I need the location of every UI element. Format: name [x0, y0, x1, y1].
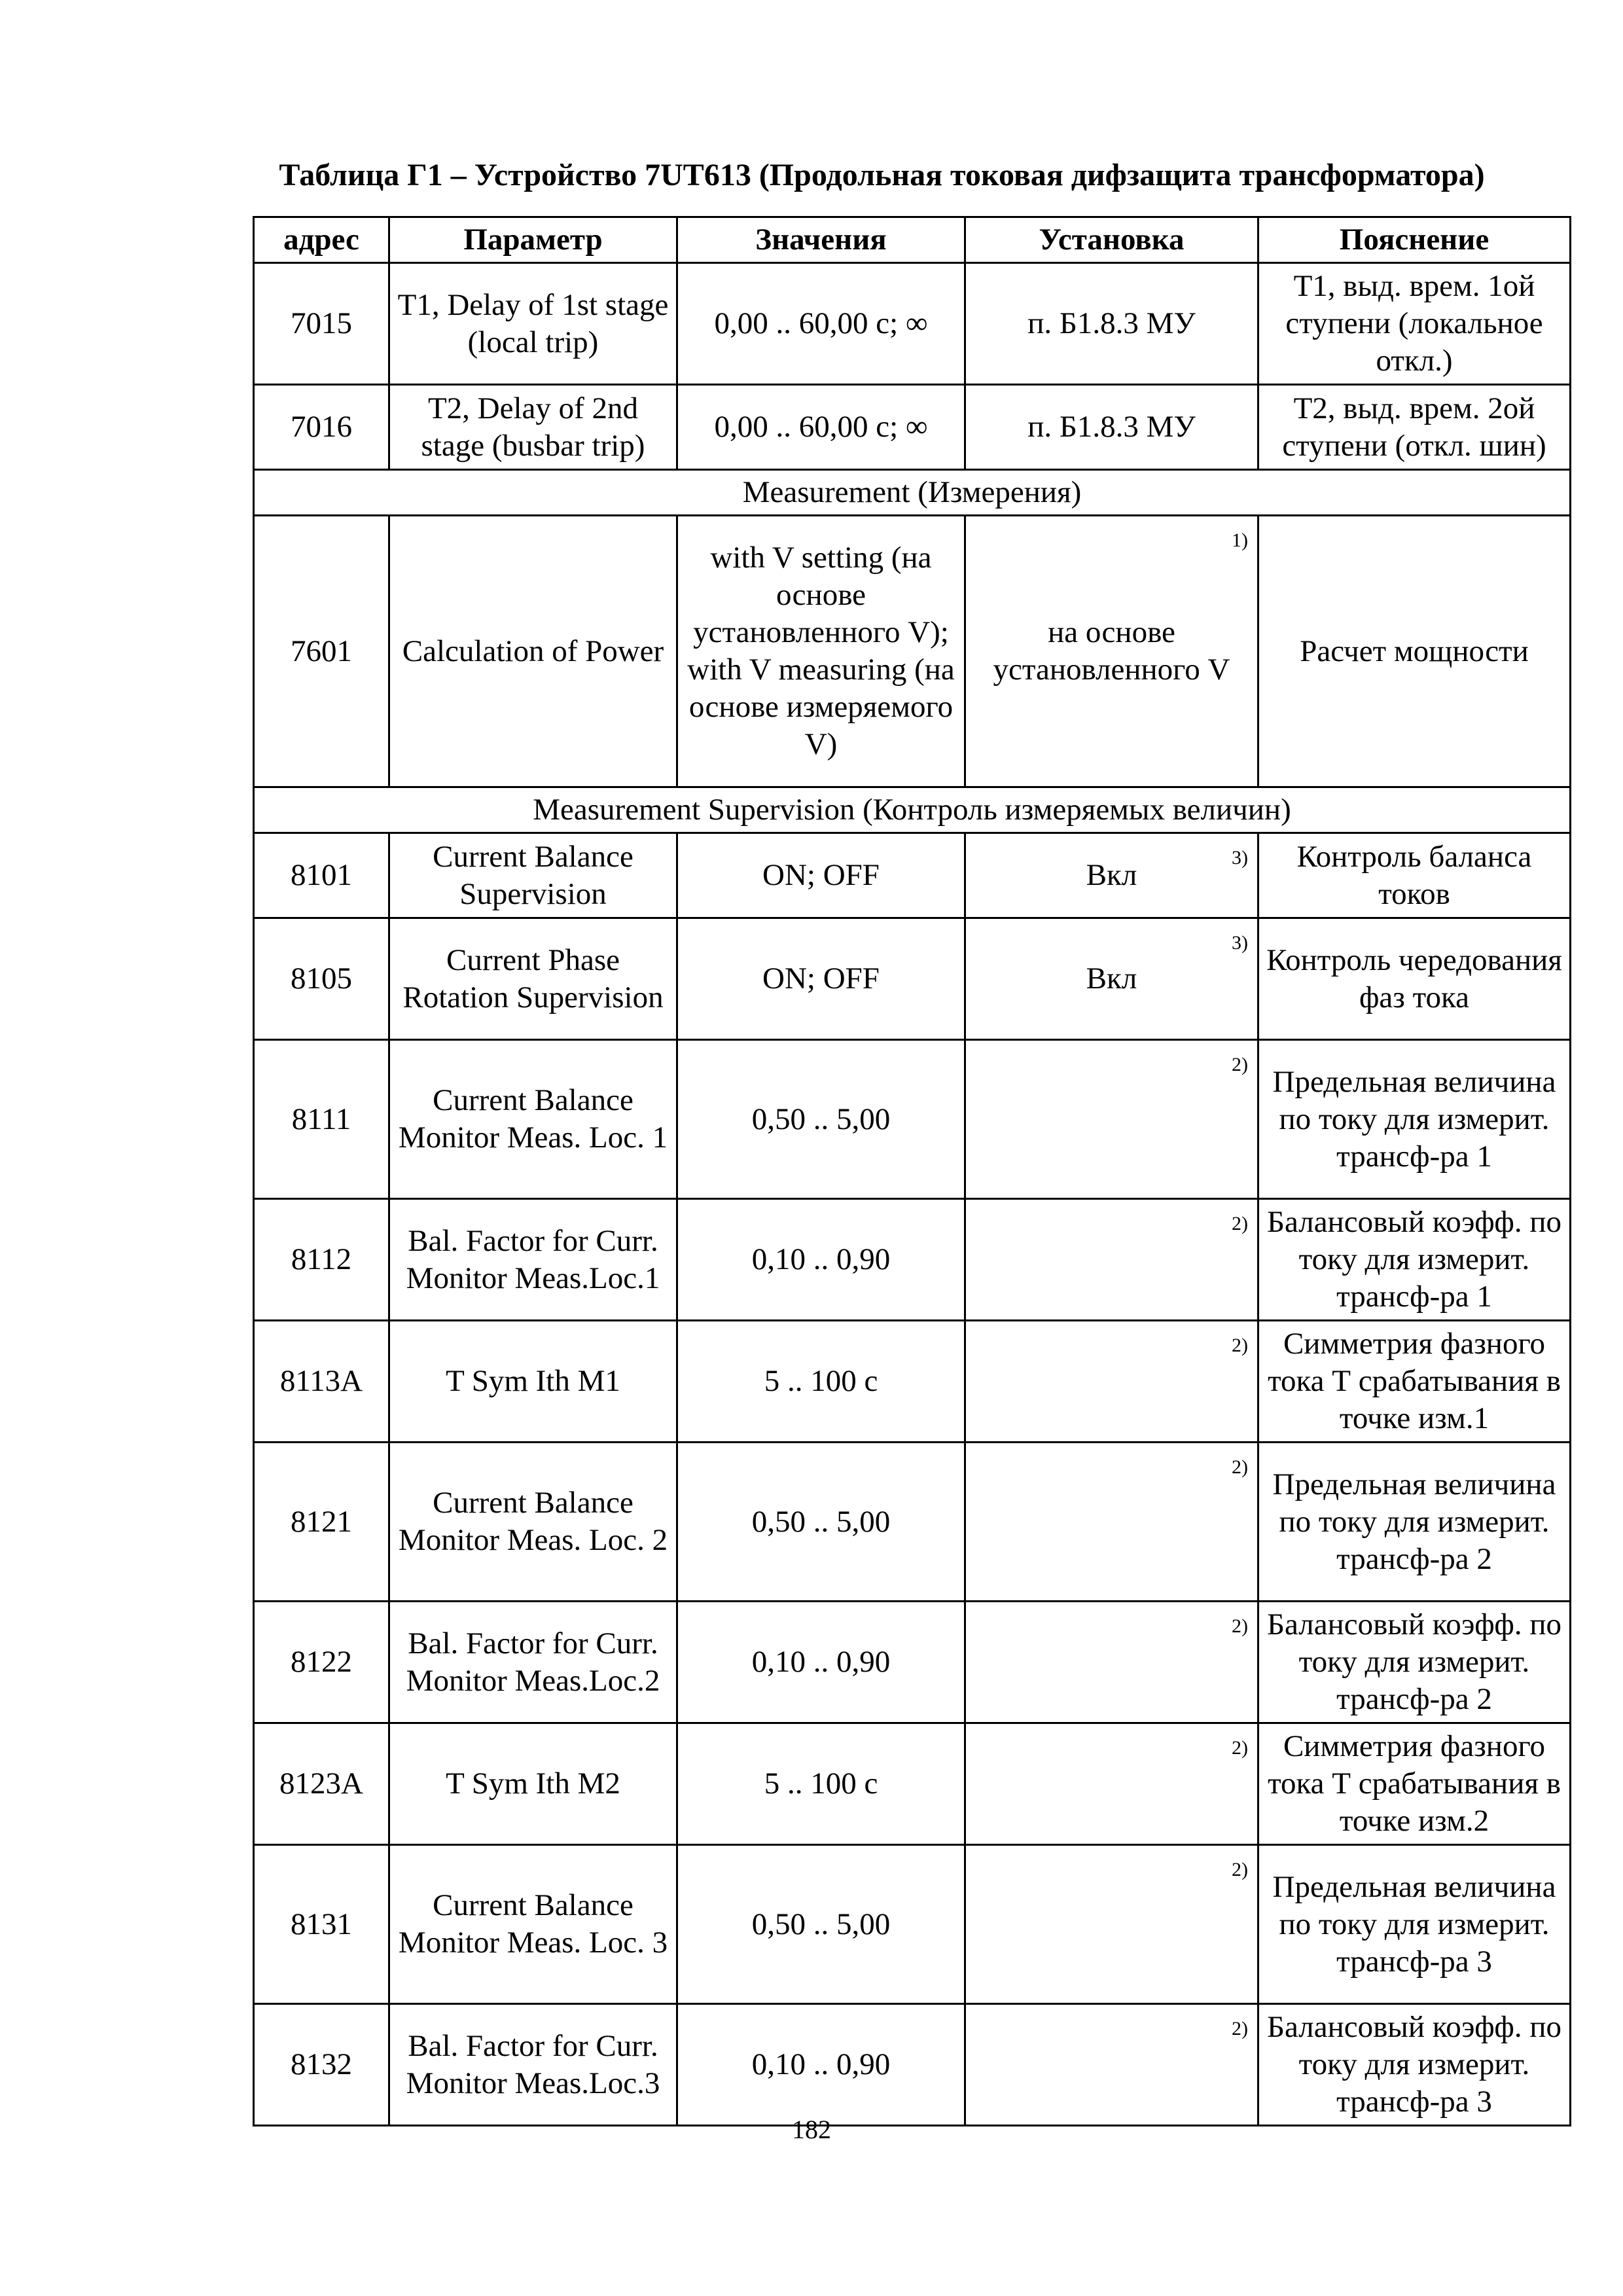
row-setting-value: Вкл: [1086, 858, 1137, 892]
settings-table: [253, 216, 1571, 2126]
row-setting: [965, 1845, 1258, 2004]
row-setting-value: Вкл: [1086, 961, 1137, 996]
header-setting: Установка: [965, 217, 1258, 263]
row-values: ON; OFF: [677, 833, 965, 918]
row-setting: [965, 1321, 1258, 1443]
footnote-marker: 1): [1232, 529, 1248, 551]
supervision-rows: [254, 833, 1571, 2126]
footnote-marker: 2): [1232, 2018, 1248, 2039]
row-address: 8112: [254, 1199, 389, 1321]
row-values: ON; OFF: [677, 918, 965, 1040]
footnote-marker: 2): [1232, 1213, 1248, 1234]
row-address: 8123A: [254, 1723, 389, 1845]
row-values: 0,50 .. 5,00: [677, 1443, 965, 1602]
row-explanation: Расчет мощности: [1258, 516, 1571, 787]
row-explanation: Балансовый коэфф. по току для измерит. трансф-ра 2: [1258, 1602, 1571, 1723]
row-values: 5 .. 100 с: [677, 1723, 965, 1845]
row-explanation: Контроль баланса токов: [1258, 833, 1571, 918]
page-number: 182: [792, 2115, 831, 2144]
header-explanation: Пояснение: [1258, 217, 1571, 263]
row-address: 8105: [254, 918, 389, 1040]
row-address: 8111: [254, 1040, 389, 1199]
row-address: 8131: [254, 1845, 389, 2004]
row-explanation: Симметрия фазного тока Т срабатывания в точке изм.1: [1258, 1321, 1571, 1443]
footnote-marker: 2): [1232, 1456, 1248, 1478]
row-parameter: T Sym Ith M2: [389, 1723, 677, 1845]
header-values: Значения: [677, 217, 965, 263]
footnote-marker: 2): [1232, 1737, 1248, 1759]
table-row: [254, 1723, 1571, 1845]
row-explanation: Контроль чередования фаз тока: [1258, 918, 1571, 1040]
row-parameter: T1, Delay of 1st stage (local trip): [389, 263, 677, 385]
table-row: [254, 1443, 1571, 1602]
row-explanation: Предельная величина по току для измерит. трансф-ра 2: [1258, 1443, 1571, 1602]
row-values: 0,10 .. 0,90: [677, 2004, 965, 2126]
row-values: 0,50 .. 5,00: [677, 1845, 965, 2004]
row-parameter: Bal. Factor for Curr. Monitor Meas.Loc.3: [389, 2004, 677, 2126]
row-values: 0,10 .. 0,90: [677, 1602, 965, 1723]
table-row: [254, 1040, 1571, 1199]
row-explanation: Т2, выд. врем. 2ой ступени (откл. шин): [1258, 385, 1571, 470]
row-parameter: T Sym Ith M1: [389, 1321, 677, 1443]
footnote-marker: 2): [1232, 1335, 1248, 1356]
table-row: [254, 918, 1571, 1040]
row-setting: [965, 516, 1258, 787]
row-address: 8101: [254, 833, 389, 918]
table-row: [254, 1321, 1571, 1443]
row-parameter: Bal. Factor for Curr. Monitor Meas.Loc.2: [389, 1602, 677, 1723]
footnote-marker: 3): [1232, 932, 1248, 954]
row-explanation: Балансовый коэфф. по току для измерит. трансф-ра 3: [1258, 2004, 1571, 2126]
footnote-marker: 2): [1232, 1615, 1248, 1637]
row-setting: [965, 1199, 1258, 1321]
row-parameter: T2, Delay of 2nd stage (busbar trip): [389, 385, 677, 470]
footnote-marker: 3): [1232, 847, 1248, 869]
row-setting: [965, 1443, 1258, 1602]
row-values: 0,00 .. 60,00 с; ∞: [677, 385, 965, 470]
row-address: 8121: [254, 1443, 389, 1602]
row-parameter: Bal. Factor for Curr. Monitor Meas.Loc.1: [389, 1199, 677, 1321]
header-parameter: Параметр: [389, 217, 677, 263]
row-values: 0,10 .. 0,90: [677, 1199, 965, 1321]
row-parameter: Current Balance Supervision: [389, 833, 677, 918]
row-explanation: Симметрия фазного тока Т срабатывания в точке изм.2: [1258, 1723, 1571, 1845]
table-row: [254, 1845, 1571, 2004]
row-setting: [965, 2004, 1258, 2126]
row-parameter: Calculation of Power: [389, 516, 677, 787]
row-address: 7016: [254, 385, 389, 470]
row-setting: п. Б1.8.3 МУ: [965, 263, 1258, 385]
header-row: [254, 217, 1571, 263]
footnote-marker: 2): [1232, 1054, 1248, 1075]
table-row: [254, 516, 1571, 787]
row-values: 5 .. 100 с: [677, 1321, 965, 1443]
row-setting: [965, 918, 1258, 1040]
header-address: адрес: [254, 217, 389, 263]
section-row: [254, 470, 1571, 516]
row-setting: п. Б1.8.3 МУ: [965, 385, 1258, 470]
row-address: 7015: [254, 263, 389, 385]
row-explanation: Предельная величина по току для измерит. трансф-ра 3: [1258, 1845, 1571, 2004]
row-explanation: Предельная величина по току для измерит. трансф-ра 1: [1258, 1040, 1571, 1199]
section-heading-measurement: Measurement (Измерения): [254, 470, 1571, 516]
row-parameter: Current Balance Monitor Meas. Loc. 1: [389, 1040, 677, 1199]
row-values: with V setting (на основе установленного V); with V measuring (на основе измеряемого V): [677, 516, 965, 787]
row-address: 8113A: [254, 1321, 389, 1443]
row-explanation: Балансовый коэфф. по току для измерит. трансф-ра 1: [1258, 1199, 1571, 1321]
section-heading-measurement-supervision: Measurement Supervision (Контроль измеряемых величин): [254, 787, 1571, 833]
row-parameter: Current Phase Rotation Supervision: [389, 918, 677, 1040]
table-row: [254, 1199, 1571, 1321]
row-address: 7601: [254, 516, 389, 787]
section-row: [254, 787, 1571, 833]
row-setting: [965, 1040, 1258, 1199]
row-setting: [965, 1723, 1258, 1845]
row-setting: [965, 1602, 1258, 1723]
row-values: 0,00 .. 60,00 с; ∞: [677, 263, 965, 385]
table-row: [254, 263, 1571, 385]
row-address: 8122: [254, 1602, 389, 1723]
row-explanation: Т1, выд. врем. 1ой ступени (локальное откл.): [1258, 263, 1571, 385]
row-parameter: Current Balance Monitor Meas. Loc. 3: [389, 1845, 677, 2004]
table-row: [254, 833, 1571, 918]
row-setting: [965, 833, 1258, 918]
table-row: [254, 2004, 1571, 2126]
footnote-marker: 2): [1232, 1859, 1248, 1880]
table-title: Таблица Г1 – Устройство 7UT613 (Продольная токовая дифзащита трансформатора): [279, 158, 1485, 192]
row-parameter: Current Balance Monitor Meas. Loc. 2: [389, 1443, 677, 1602]
table-row: [254, 1602, 1571, 1723]
row-values: 0,50 .. 5,00: [677, 1040, 965, 1199]
row-address: 8132: [254, 2004, 389, 2126]
row-setting-value: на основе установленного V: [993, 615, 1230, 687]
table-row: [254, 385, 1571, 470]
